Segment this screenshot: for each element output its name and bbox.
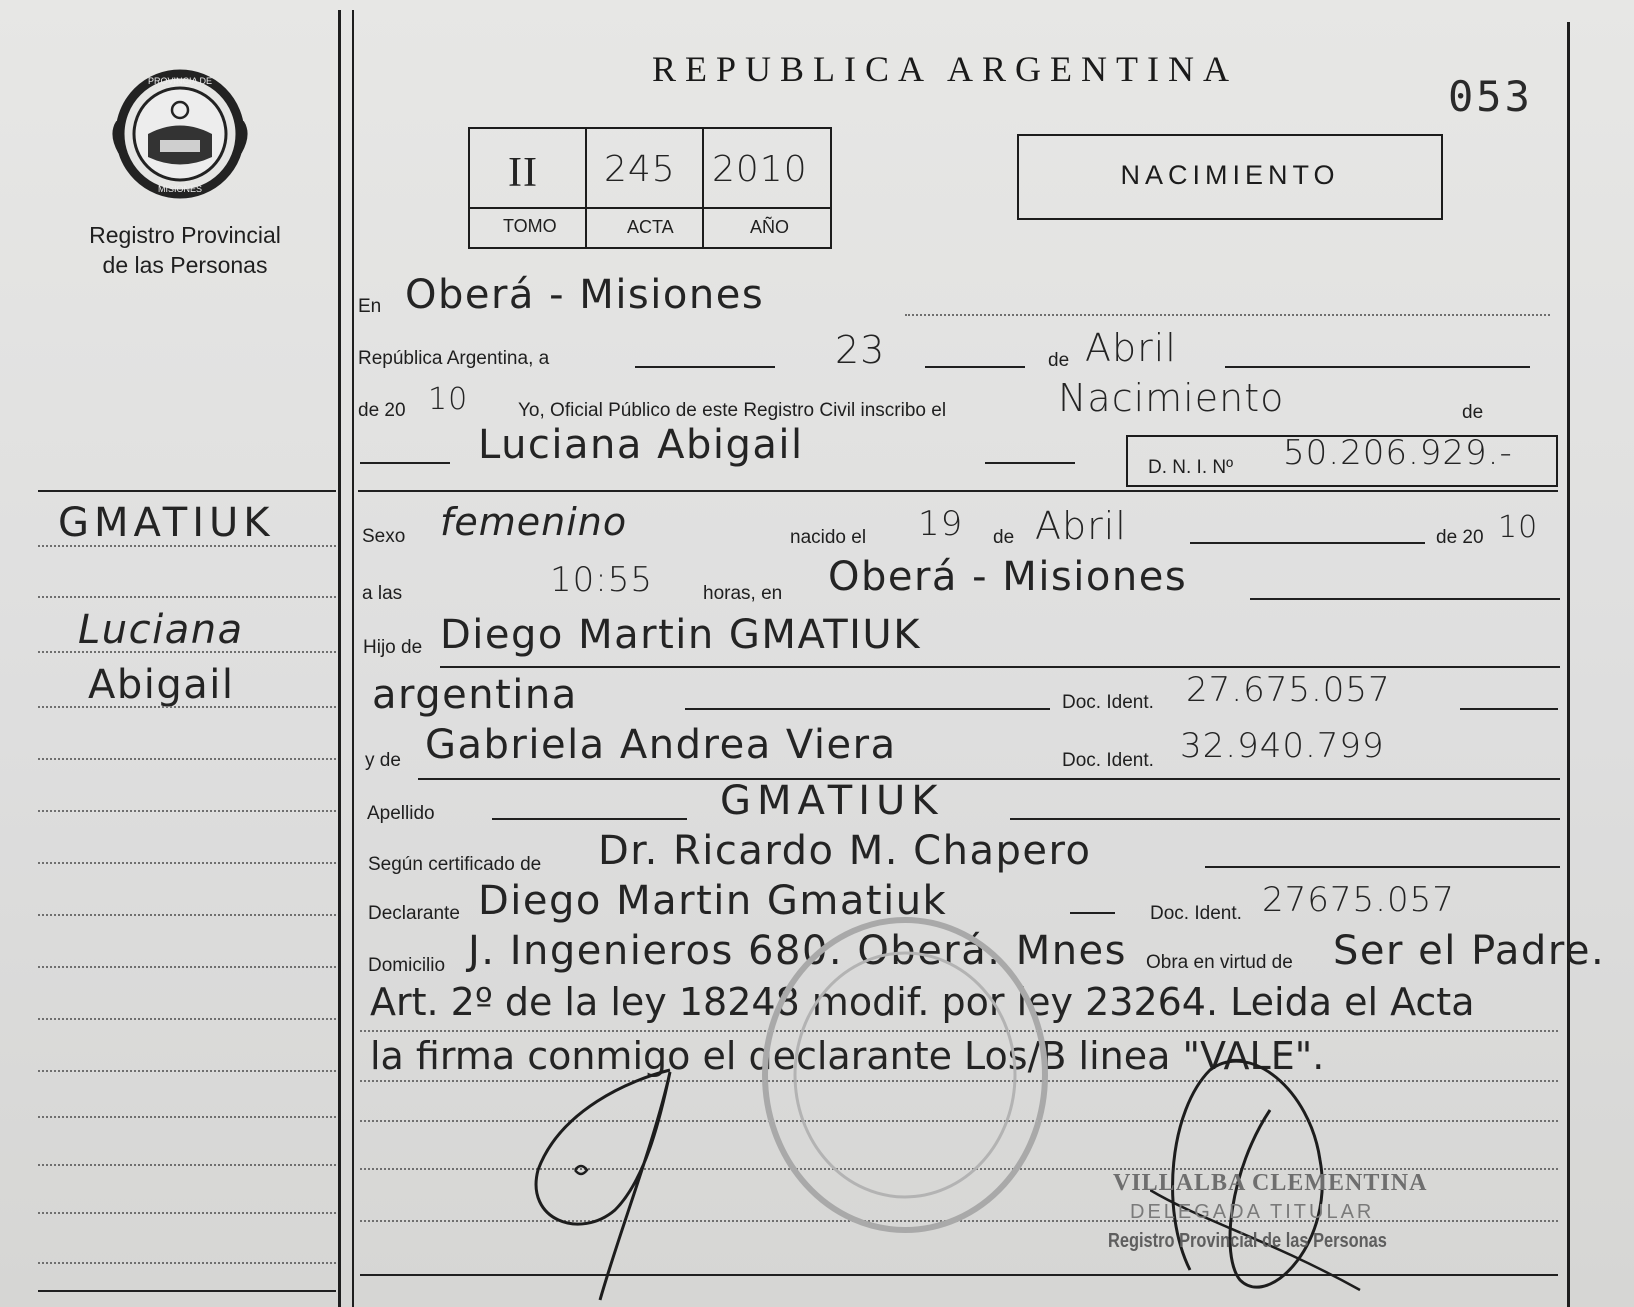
domicilio-value: J. Ingenieros 680. Oberá. Mnes: [468, 928, 1128, 974]
dni-box: [1126, 435, 1558, 487]
father-doc: 27.675.057: [1186, 670, 1391, 710]
de-label-2: de: [1462, 402, 1484, 423]
org-line-2: de las Personas: [102, 252, 268, 278]
obra-value: Ser el Padre.: [1333, 928, 1606, 974]
alas-label: a las: [362, 583, 403, 604]
document-type: NACIMIENTO: [1120, 160, 1340, 190]
record-number-box: [468, 127, 832, 249]
organization-name: [55, 220, 315, 280]
declarante-label: Declarante: [368, 903, 460, 924]
anio-value: 2010: [712, 149, 808, 190]
margin-name-2: Abigail: [88, 662, 235, 708]
left-column-divider-2: [352, 10, 354, 1307]
birth-year: 10: [1498, 510, 1539, 545]
official-round-seal: [755, 910, 1055, 1240]
tomo-value: II: [508, 150, 538, 196]
yde-label: y de: [365, 750, 401, 771]
birth-time: 10:55: [550, 560, 653, 600]
de20-label: de 20: [358, 400, 406, 421]
dni-value: 50.206.929.-: [1283, 433, 1513, 473]
certificado-value: Dr. Ricardo M. Chapero: [598, 828, 1092, 874]
obra-label: Obra en virtud de: [1146, 952, 1293, 973]
birth-month: Abril: [1035, 504, 1127, 548]
margin-top-rule: [38, 490, 336, 492]
declarant-signature: [520, 1060, 700, 1307]
segun-label: Según certificado de: [368, 854, 542, 875]
tomo-label: TOMO: [503, 216, 557, 236]
stamp-name: VILLALBA CLEMENTINA: [1113, 1170, 1428, 1196]
doc-label-2: Doc. Ident.: [1062, 750, 1154, 771]
year-value: 10: [428, 382, 469, 417]
inscribo-value: Nacimiento: [1058, 376, 1285, 420]
note-line-2: la firma conmigo el declarante Los/B linea "VALE".: [370, 1034, 1325, 1078]
province-seal-logo: [108, 62, 248, 208]
en-value: Oberá - Misiones: [405, 272, 765, 318]
seal-top-text: PROVINCIA DE: [147, 76, 213, 86]
birth-day: 19: [918, 504, 964, 544]
stamp-role: DELEGADA TITULAR: [1130, 1201, 1375, 1223]
doc-label-3: Doc. Ident.: [1150, 903, 1242, 924]
father-nationality: argentina: [372, 672, 578, 718]
de-label: de: [1048, 350, 1070, 371]
de20-label-2: de 20: [1436, 527, 1484, 548]
margin-surname: GMATIUK: [58, 500, 275, 546]
child-name: Luciana Abigail: [478, 422, 804, 468]
anio-label: AÑO: [750, 217, 790, 237]
month-value: Abril: [1085, 326, 1177, 370]
mother-doc: 32.940.799: [1180, 726, 1385, 766]
right-border: [1567, 22, 1570, 1307]
birth-place: Oberá - Misiones: [828, 554, 1188, 600]
republica-label: República Argentina, a: [358, 348, 550, 369]
stamp-org: Registro Provincial de las Personas: [1108, 1230, 1387, 1252]
document-type-box: [1017, 134, 1443, 220]
left-column-divider: [338, 10, 341, 1307]
declarante-doc: 27675.057: [1262, 880, 1455, 920]
sexo-label: Sexo: [362, 526, 406, 547]
doc-label: Doc. Ident.: [1062, 692, 1154, 713]
de-label-3: de: [993, 527, 1015, 548]
apellido-label: Apellido: [367, 803, 435, 824]
page-title: REPUBLICA ARGENTINA: [652, 49, 1239, 89]
en-label: En: [358, 296, 382, 317]
dni-label: D. N. I. Nº: [1148, 457, 1234, 478]
page-number: 053: [1448, 72, 1533, 121]
acta-label: ACTA: [627, 217, 674, 237]
domicilio-label: Domicilio: [368, 955, 446, 976]
acta-value: 245: [604, 149, 676, 190]
sexo-value: femenino: [440, 500, 628, 544]
declarante-value: Diego Martin Gmatiuk: [478, 878, 948, 924]
apellido-value: GMATIUK: [720, 778, 944, 824]
mother-name: Gabriela Andrea Viera: [425, 722, 897, 768]
note-line-1: Art. 2º de la ley 18248 modif. por ley 23264. Leida el Acta: [370, 980, 1475, 1024]
seal-bottom-text: MISIONES: [157, 184, 203, 194]
hijo-label: Hijo de: [363, 637, 423, 658]
org-line-1: Registro Provincial: [89, 222, 281, 248]
margin-name-1: Luciana: [78, 607, 244, 653]
yo-label: Yo, Oficial Público de este Registro Civil inscribo el: [518, 400, 947, 421]
horas-label: horas, en: [703, 583, 783, 604]
nacido-label: nacido el: [790, 527, 867, 548]
father-name: Diego Martin GMATIUK: [440, 612, 921, 658]
day-value: 23: [835, 328, 886, 372]
